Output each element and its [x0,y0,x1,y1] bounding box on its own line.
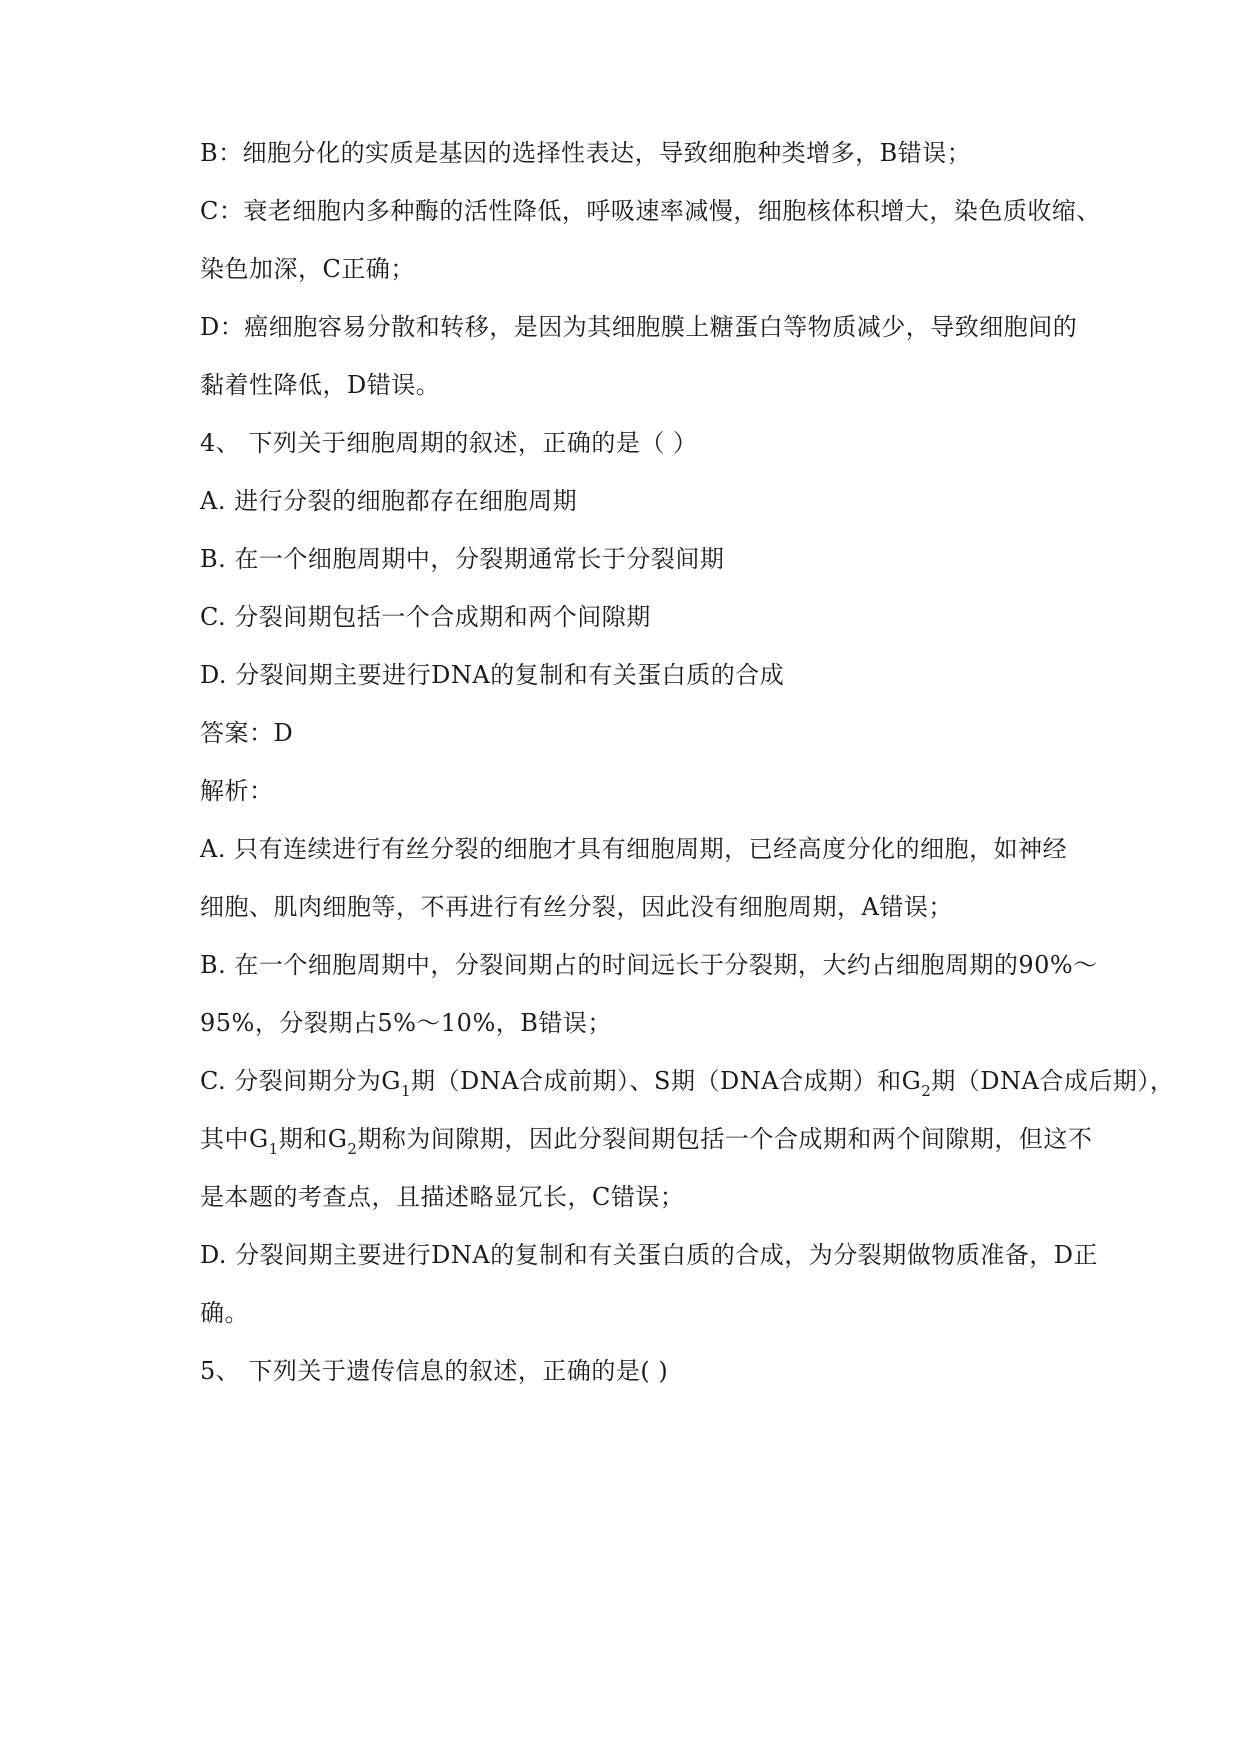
text-fragment: 其中G [200,1125,269,1153]
subscript: 1 [400,1082,411,1100]
question-4-analysis-d-1: D. 分裂间期主要进行DNA的复制和有关蛋白质的合成，为分裂期做物质准备，D正 [200,1241,1098,1269]
question-4-analysis-b-1: B. 在一个细胞周期中，分裂间期占的时间远长于分裂期，大约占细胞周期的90%～ [200,951,1098,979]
subscript: 2 [347,1140,358,1158]
question-4-analysis-label: 解析： [200,777,274,805]
question-4-option-b: B. 在一个细胞周期中，分裂期通常长于分裂间期 [200,545,725,573]
question-4-analysis-d-2: 确。 [200,1299,249,1327]
question-4-answer: 答案：D [200,719,294,747]
question-4-analysis-b-2: 95%，分裂期占5%～10%，B错误； [200,1009,612,1037]
text-fragment: 期称为间隙期，因此分裂间期包括一个合成期和两个间隙期，但这不 [357,1125,1093,1153]
question-4-option-d: D. 分裂间期主要进行DNA的复制和有关蛋白质的合成 [200,661,785,689]
question-4-analysis-c-2 [200,1124,1160,1158]
analysis-line-c-2: 染色加深，C正确； [200,255,415,283]
analysis-line-c-1: C：衰老细胞内多种酶的活性降低，呼吸速率减慢，细胞核体积增大，染色质收缩、 [200,197,1101,225]
analysis-line-b: B：细胞分化的实质是基因的选择性表达，导致细胞种类增多，B错误； [200,139,972,167]
analysis-line-d-2: 黏着性降低，D错误。 [200,371,441,399]
question-4-stem: 4、 下列关于细胞周期的叙述，正确的是（ ） [200,429,698,457]
question-4-option-c: C. 分裂间期包括一个合成期和两个间隙期 [200,603,651,631]
subscript: 2 [921,1082,932,1100]
question-4-analysis-a-1: A. 只有连续进行有丝分裂的细胞才具有细胞周期，已经高度分化的细胞，如神经 [200,835,1068,863]
subscript: 1 [268,1140,279,1158]
text-fragment: 期和G [278,1125,348,1153]
text-fragment: 期（DNA合成前期）、S期（DNA合成期）和G [410,1067,922,1095]
question-4-analysis-a-2: 细胞、肌肉细胞等，不再进行有丝分裂，因此没有细胞周期，A错误； [200,893,953,921]
analysis-line-d-1: D：癌细胞容易分散和转移，是因为其细胞膜上糖蛋白等物质减少，导致细胞间的 [200,313,1078,341]
question-4-analysis-c-1 [200,1066,1175,1100]
question-4-option-a: A. 进行分裂的细胞都存在细胞周期 [200,487,578,515]
question-4-analysis-c-3: 是本题的考查点，且描述略显冗长，C错误； [200,1183,685,1211]
text-fragment: C. 分裂间期分为G [200,1067,401,1095]
question-5-stem: 5、 下列关于遗传信息的叙述，正确的是( ) [200,1357,669,1385]
text-fragment: 期（DNA合成后期）， [931,1067,1175,1095]
